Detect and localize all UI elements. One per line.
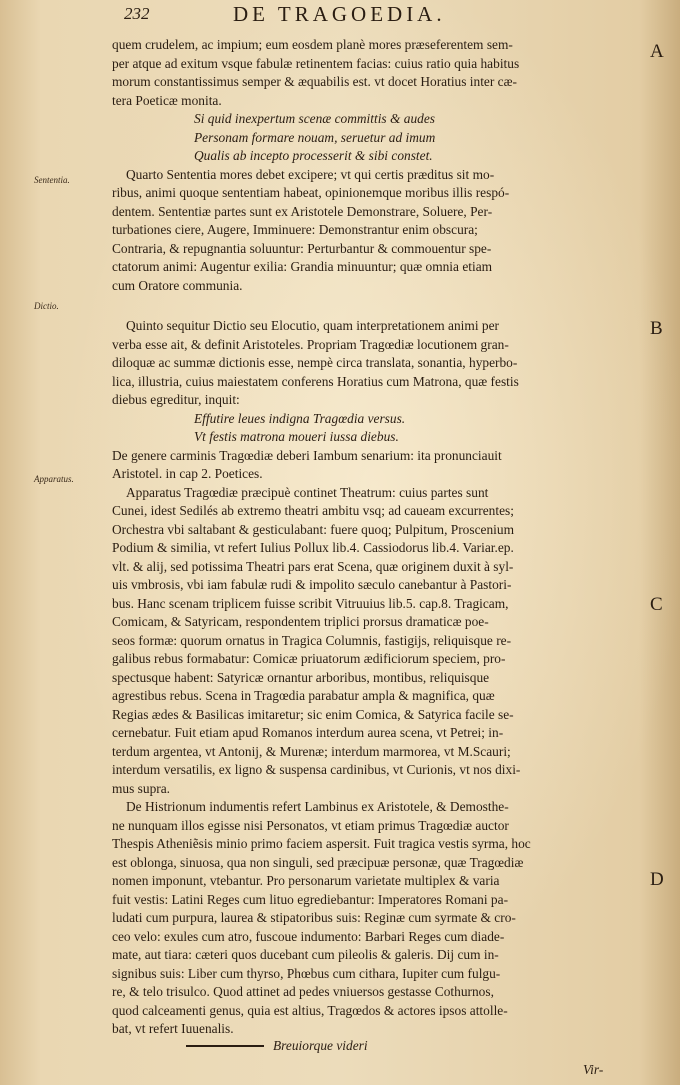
text-line: Aristotel. in cap 2. Poetices. [112,466,263,481]
text-line: Contraria, & repugnantia soluuntur: Perturbantur & commouentur spe- [112,240,492,256]
text-line: re, & telo trisulco. Quod attinet ad pedes vniuersos gestasse Cothurnos, [112,984,494,999]
text-line: lica, illustria, cuius maiestatem conferens Horatius cum Matrona, quæ festis [112,373,519,389]
text-line: per atque ad exitum vsque fabulæ retinentem facias: cuius ratio quia habitus [112,55,520,71]
text-line: dentem. Sententiæ partes sunt ex Aristotele Demonstrare, Soluere, Per- [112,203,493,219]
catch-rule [186,1045,264,1047]
text-line: mus supra. [112,780,171,796]
text-line: Quarto Sententia mores debet excipere; vt qui certis præditus sit mo- [126,166,495,182]
text-line: ribus, animi quoque sententiam habeat, opinionemque moribus illis respó- [112,185,510,200]
text-line: verba esse ait, & definit Aristoteles. Propriam Tragœdiæ locutionem gran- [112,336,509,352]
verse-line: Vt festis matrona moueri iussa diebus. [194,429,399,444]
margin-letter-d: D [650,869,664,890]
margin-letter-a: A [650,41,664,62]
text-line: diloquæ ac summæ dictionis esse, nempè circa translata, sonantia, hyperbo- [112,355,518,370]
text-line: ludati cum purpura, laurea & stipatoribus suis: Reginæ cum syrmate & cro- [112,910,516,925]
text-line: De genere carminis Tragœdiæ deberi Iambum senarium: ita pronunciauit [112,447,502,463]
verse-line: Personam formare nouam, seruetur ad imum [194,129,436,145]
text-line: vlt. & alij, sed potissima Theatri pars erat Scena, quæ originem duxit à syl- [112,558,514,574]
text-line: agrestibus rebus. Scena in Tragœdia parabatur ampla & magnifica, quæ [112,688,495,703]
text-line: De Histrionum indumentis refert Lambinus ex Aristotele, & Demosthe- [126,799,509,814]
text-line: nomen imponunt, vtebantur. Pro personarum varietate multiplex & varia [112,873,500,888]
verse-line: Qualis ab incepto processerit & sibi constet. [194,148,433,163]
text-line: ctatorum animi: Augentur exilia: Grandia minuuntur; quæ omnia etiam [112,259,493,274]
text-line: quod calceamenti genus, quia est altius, Tragœdos & actores ipsos attolle- [112,1002,508,1018]
text-line: spectusque habent: Satyricæ ornantur arboribus, montibus, reliquisque [112,669,490,685]
margin-note-sententia: Sententia. [34,175,70,185]
page-number: 232 [124,4,150,23]
margin-letter-b: B [650,318,663,339]
catchword: Vir- [583,1062,604,1077]
text-line: Regias ædes & Basilicas imitaretur; sic enim Comica, & Satyrica facile se- [112,706,514,722]
text-line: interdum versatilis, ex ligno & suspensa cardinibus, vt Curionis, vt nos dixi- [112,762,521,777]
margin-note-apparatus: Apparatus. [34,474,74,484]
text-line: cernebatur. Fuit etiam apud Romanos interdum aurea scena, vt Petrei; in- [112,725,504,740]
text-line: diebus egreditur, inquit: [112,392,240,407]
verse-line: Effutire leues indigna Tragœdia versus. [194,410,406,426]
text-line: Thespis Atheniẽsis minio primo faciem aspersit. Fuit tragica vestis syrma, hoc [112,836,531,851]
text-line: morum constantissimus semper & æquabilis est. vt docet Horatius inter cæ- [112,74,518,89]
text-line: Podium & similia, vt refert Iulius Pollux lib.4. Cassiodorus lib.4. Variar.ep. [112,540,514,555]
text-line: quem crudelem, ac impium; eum eosdem planè mores præseferentem sem- [112,37,513,52]
text-line: galibus rebus formabatur: Comicæ priuatorum ædificiorum speciem, pro- [112,651,506,666]
page-header [0,2,680,28]
text-line: seos formæ: quorum ornatus in Tragica Columnis, fastigijs, reliquisque re- [112,632,512,648]
text-line: cum Oratore communia. [112,277,243,293]
text-line: tera Poeticæ monita. [112,92,222,108]
line-gap [112,295,647,317]
text-line: Comicam, & Satyricam, respondentem triplici prorsus dramaticæ poe- [112,614,489,629]
text-line: bat, vt refert Iuuenalis. [112,1021,234,1036]
margin-letter-c: C [650,594,663,615]
text-line: Orchestra vbi saltabant & gesticulabant: fuere quoq; Pulpitum, Proscenium [112,521,515,537]
text-line: Cunei, idest Sedilés ab extremo theatri ambitu vsq; ad caueam excurrentes; [112,503,514,518]
text-line: mate, aut tiara: cæteri quos ducebant cum pileolis & galeris. Dij cum in- [112,947,499,962]
text-line: Quinto sequitur Dictio seu Elocutio, quam interpretationem animi per [126,318,499,333]
text-line: turbationes ciere, Augere, Imminuere: Demonstrantur enim obscura; [112,222,478,237]
text-line: signibus suis: Liber cum thyrso, Phœbus cum cithara, Iupiter cum fulgu- [112,965,501,981]
verse-line: Si quid inexpertum scenæ committis & audes [194,111,435,126]
running-title: DE TRAGOEDIA. [233,2,446,26]
text-line: uis vmbrosis, vbi iam fabulæ rudi & impolito sæculo canebantur à Pastori- [112,577,512,592]
text-line: terdum argentea, vt Antonij, & Murenæ; interdum marmorea, vt M.Scauri; [112,743,511,759]
text-line: Apparatus Tragœdiæ præcipuè continet Theatrum: cuius partes sunt [126,484,489,500]
text-line: fuit vestis: Latini Reges cum lituo egrediebantur: Imperatores Romani pa- [112,891,509,907]
text-line: bus. Hanc scenam triplicem fuisse scribit Vitruuius lib.5. cap.8. Tragicam, [112,595,509,611]
body-text [112,36,647,1039]
margin-note-dictio: Dictio. [34,301,59,311]
text-line: ceo velo: exules cum atro, fuscoue indumento: Barbari Reges cum diade- [112,928,505,944]
catch-phrase: Breuiorque videri [273,1038,368,1053]
text-line: ne nunquam illos egisse nisi Personatos, vt etiam primus Tragœdiæ auctor [112,817,509,833]
text-line: est oblonga, sinuosa, qua non singuli, sed præcipuæ personæ, quæ Tragœdiæ [112,854,524,870]
